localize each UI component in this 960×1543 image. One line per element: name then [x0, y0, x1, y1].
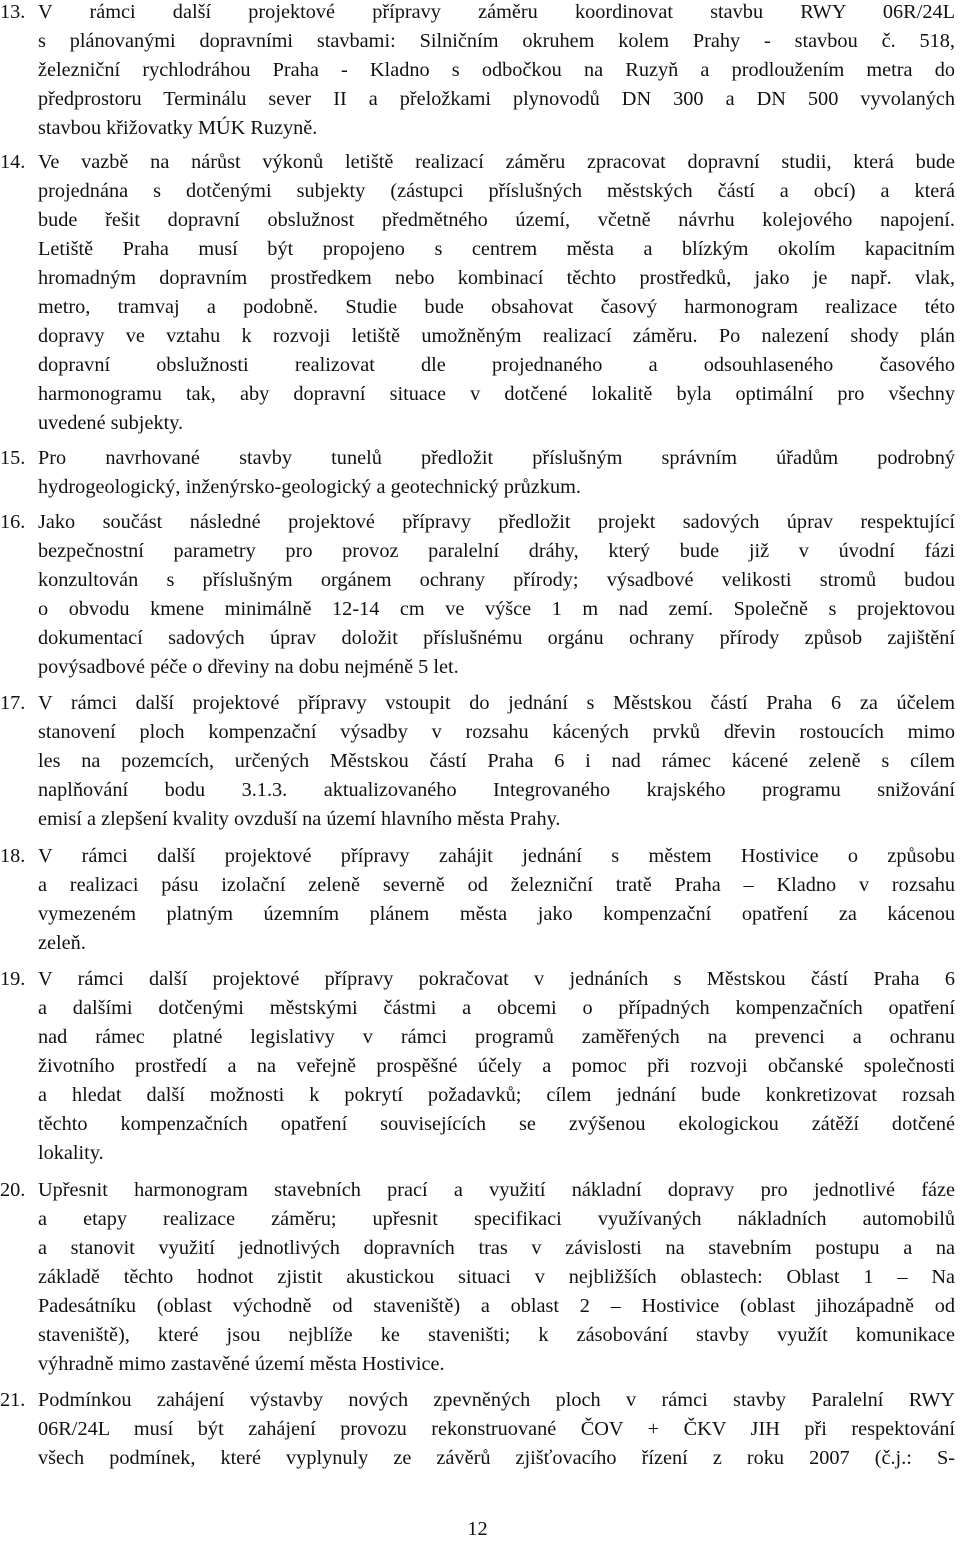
item-text-line: projednána s dotčenými subjekty (zástupci příslušných městských částí a obcí) a která: [38, 180, 955, 202]
item-text-line: 06R/24L musí být zahájení provozu rekonstruované ČOV + ČKV JIH při respektování: [38, 1418, 955, 1440]
item-number: 19.: [0, 968, 26, 990]
item-text-line: Upřesnit harmonogram stavebních prací a využití nákladní dopravy pro jednotlivé fáze: [38, 1179, 955, 1201]
item-text-line: staveniště), které jsou nejblíže ke staveništi; k zásobování stavby využít komunikace: [38, 1324, 955, 1346]
item-text-line: předprostoru Terminálu sever II a přeložkami plynovodů DN 300 a DN 500 vyvolaných: [38, 88, 955, 110]
item-text-line: a realizaci pásu izolační zeleně severně od železniční tratě Praha – Kladno v rozsahu: [38, 874, 955, 896]
item-text-line: Ve vazbě na nárůst výkonů letiště realizací záměru zpracovat dopravní studii, která bude: [38, 151, 955, 173]
list-item-16: [0, 508, 955, 682]
item-text-line: povýsadbové péče o dřeviny na dobu nejméně 5 let.: [38, 656, 459, 678]
list-item-15: [0, 444, 955, 502]
list-item-20: [0, 1176, 955, 1379]
item-text-line: harmonogramu tak, aby dopravní situace v dotčené lokalitě byla optimální pro všechny: [38, 383, 955, 405]
item-text-line: emisí a zlepšení kvality ovzduší na území hlavního města Prahy.: [38, 808, 561, 830]
item-text-line: konzultován s příslušným orgánem ochrany přírody; výsadbové velikosti stromů budou: [38, 569, 955, 591]
item-text-line: V rámci další projektové přípravy zahájit jednání s městem Hostivice o způsobu: [38, 845, 955, 867]
item-number: 16.: [0, 511, 26, 533]
list-item-14: [0, 148, 955, 438]
list-item-21: [0, 1386, 955, 1473]
item-text-line: Pro navrhované stavby tunelů předložit příslušným správním úřadům podrobný: [38, 447, 955, 469]
item-text-line: Letiště Praha musí být propojeno s centrem města a blízkým okolím kapacitním: [38, 238, 955, 260]
item-text-line: a etapy realizace záměru; upřesnit specifikaci využívaných nákladních automobilů: [38, 1208, 955, 1230]
item-text-line: o obvodu kmene minimálně 12-14 cm ve výšce 1 m nad zemí. Společně s projektovou: [38, 598, 955, 620]
item-text-line: výhradně mimo zastavěné území města Hostivice.: [38, 1353, 445, 1375]
item-text-line: naplňování bodu 3.1.3. aktualizovaného Integrovaného krajského programu snižování: [38, 779, 955, 801]
page-number: 12: [467, 1518, 488, 1540]
list-item-17: [0, 689, 955, 834]
item-text-line: lokality.: [38, 1142, 104, 1164]
item-text-line: hydrogeologický, inženýrsko-geologický a geotechnický průzkum.: [38, 476, 581, 498]
item-text-line: životního prostředí a na veřejně prospěšné účely a pomoc při rozvoji občanské společnosti: [38, 1055, 955, 1077]
item-text-line: V rámci další projektové přípravy pokračovat v jednáních s Městskou částí Praha 6: [38, 968, 955, 990]
item-text-line: a dalšími dotčenými městskými částmi a obcemi o případných kompenzačních opatření: [38, 997, 955, 1019]
item-text-line: stanovení ploch kompenzační výsadby v rozsahu kácených prvků dřevin rostoucích mimo: [38, 721, 955, 743]
item-text-line: dopravy ve vztahu k rozvoji letiště umožněným realizací záměru. Po nalezení shody plán: [38, 325, 955, 347]
item-text-line: těchto kompenzačních opatření souvisejících se zvýšenou ekologickou zátěží dotčené: [38, 1113, 955, 1135]
item-text-line: stavbou křižovatky MÚK Ruzyně.: [38, 117, 318, 139]
item-text-line: Padesátníku (oblast východně od staveniště) a oblast 2 – Hostivice (oblast jihozápadně od: [38, 1295, 955, 1317]
item-text-line: a hledat další možnosti k pokrytí požadavků; cílem jednání bude konkretizovat rozsah: [38, 1084, 955, 1106]
item-text-line: hromadným dopravním prostředkem nebo kombinací těchto prostředků, jako je např. vlak,: [38, 267, 955, 289]
item-number: 13.: [0, 1, 26, 23]
item-text-line: V rámci další projektové přípravy záměru koordinovat stavbu RWY 06R/24L: [38, 1, 955, 23]
item-text-line: uvedené subjekty.: [38, 412, 184, 434]
item-number: 17.: [0, 692, 26, 714]
item-text-line: dokumentací sadových úprav doložit příslušnému orgánu ochrany přírody způsob zajištění: [38, 627, 955, 649]
item-text-line: bezpečnostní parametry pro provoz paralelní dráhy, který bude již v úvodní fázi: [38, 540, 955, 562]
item-text-line: s plánovanými dopravními stavbami: Silničním okruhem kolem Prahy - stavbou č. 518,: [38, 30, 955, 52]
item-number: 20.: [0, 1179, 26, 1201]
item-text-line: bude řešit dopravní obslužnost předmětného území, včetně návrhu kolejového napojení.: [38, 209, 955, 231]
item-text-line: les na pozemcích, určených Městskou částí Praha 6 i nad rámec kácené zeleně s cílem: [38, 750, 955, 772]
list-item-13: [0, 0, 955, 143]
item-text-line: vymezeném platným územním plánem města jako kompenzační opatření za kácenou: [38, 903, 955, 925]
item-number: 14.: [0, 151, 26, 173]
item-text-line: Podmínkou zahájení výstavby nových zpevněných ploch v rámci stavby Paralelní RWY: [38, 1389, 955, 1411]
list-item-18: [0, 842, 955, 958]
list-item-19: [0, 965, 955, 1168]
item-text-line: nad rámec platné legislativy v rámci programů zaměřených na prevenci a ochranu: [38, 1026, 955, 1048]
item-text-line: všech podmínek, které vyplynuly ze závěrů zjišťovacího řízení z roku 2007 (č.j.: S-: [38, 1447, 955, 1469]
item-text-line: dopravní obslužnosti realizovat dle projednaného a odsouhlaseného časového: [38, 354, 955, 376]
item-number: 18.: [0, 845, 26, 867]
item-text-line: zeleň.: [38, 932, 86, 954]
item-number: 21.: [0, 1389, 26, 1411]
item-text-line: a stanovit využití jednotlivých dopravních tras v závislosti na stavebním postupu a na: [38, 1237, 955, 1259]
item-text-line: základě těchto hodnot zjistit akustickou situaci v nejbližších oblastech: Oblast 1 – Na: [38, 1266, 955, 1288]
item-text-line: metro, tramvaj a podobně. Studie bude obsahovat časový harmonogram realizace této: [38, 296, 955, 318]
item-text-line: Jako součást následné projektové přípravy předložit projekt sadových úprav respektující: [38, 511, 955, 533]
item-text-line: V rámci další projektové přípravy vstoupit do jednání s Městskou částí Praha 6 za účelem: [38, 692, 955, 714]
item-number: 15.: [0, 447, 26, 469]
item-text-line: železniční rychlodráhou Praha - Kladno s odbočkou na Ruzyň a prodloužením metra do: [38, 59, 955, 81]
